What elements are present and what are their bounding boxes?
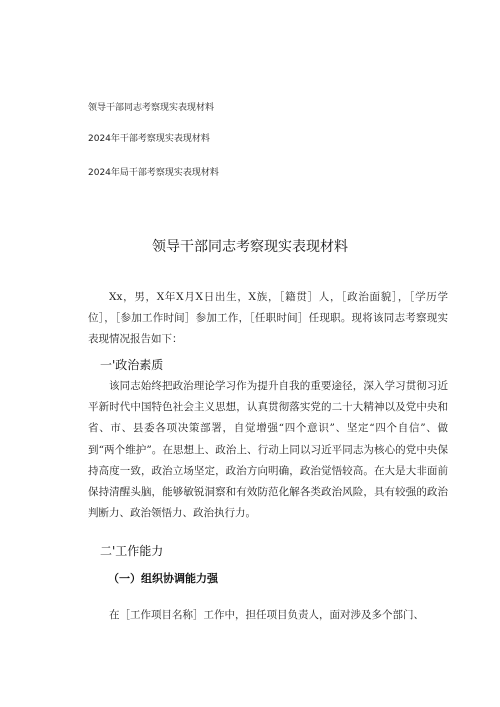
work-ability-paragraph: 在［工作项目名称］工作中，担任项目负责人，面对涉及多个部门、 bbox=[109, 609, 424, 621]
subheading-coordination: （一）组织协调能力强 bbox=[108, 572, 218, 585]
toc-item-3: 2024年局干部考察现实表现材料 bbox=[88, 168, 219, 178]
document-title: 领导干部同志考察现实表现材料 bbox=[152, 239, 348, 255]
section-heading-political: 一'政治素质 bbox=[100, 358, 164, 372]
intro-paragraph: Xx，男，X年X月X日出生，X族，［籍贯］人，［政治面貌］，［学历学位］，［参加工作时间］参加工作，［任职时间］任现职。现将该同志考察现实表现情况报告如下： bbox=[88, 291, 448, 346]
political-quality-paragraph: 该同志始终把政治理论学习作为提升自我的重要途径，深入学习贯彻习近平新时代中国特色社会主义思想，认真贯彻落实党的二十大精神以及党中央和省、市、县委各项决策部署，自觉增强“四个意识”、坚定“四个自信”、做到“两个维护”。在思想上、政治上、行动上同以习近平同志为核心的党中央保持高度一致，政治立场坚定，政治方向明确，政治觉悟较高。在大是大非面前保持清醒头脑，能够敏锐洞察和有效防范化解各类政治风险，具有较强的政治判断力、政治领悟力、政治执行力。 bbox=[88, 380, 448, 520]
toc-item-2: 2024年干部考察现实表现材料 bbox=[88, 134, 210, 144]
toc-item-1: 领导干部同志考察现实表现材料 bbox=[88, 103, 215, 113]
section-heading-work-ability: 二'工作能力 bbox=[100, 544, 164, 558]
